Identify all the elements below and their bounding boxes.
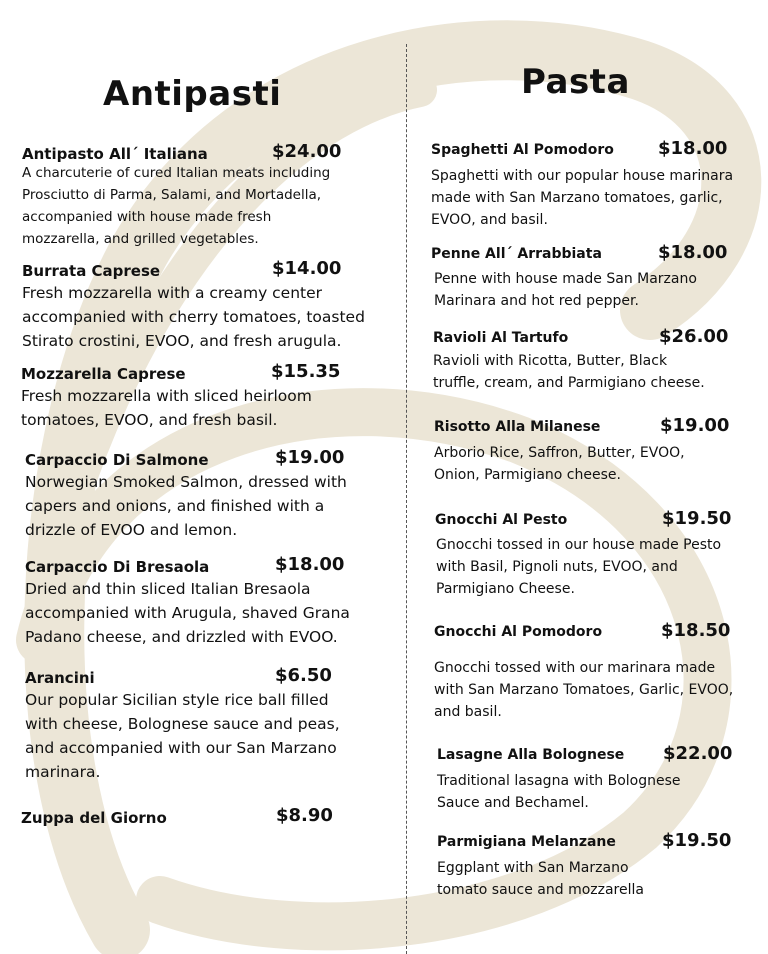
item-name: Mozzarella Caprese [21,365,186,383]
item-name: Lasagne Alla Bolognese [437,747,625,763]
pasta-title: Pasta [521,62,630,102]
item-price: $14.00 [272,258,342,279]
item-description: Ravioli with Ricotta, Butter, Black truffle, cream, and Parmigiano cheese. [433,353,705,391]
item-price: $22.00 [663,743,733,764]
item-name: Carpaccio Di Salmone [25,451,209,469]
item-description: Norwegian Smoked Salmon, dressed with capers and onions, and finished with a drizzle of EVOO and lemon. [25,473,347,539]
item-price: $19.00 [275,447,345,468]
item-name: Gnocchi Al Pomodoro [434,624,603,640]
item-description: Fresh mozzarella with a creamy center accompanied with cherry tomatoes, toasted Stirato crostini, EVOO, and fresh arugula. [22,284,365,350]
item-name: Arancini [25,669,95,687]
item-description: Gnocchi tossed with our marinara made with San Marzano Tomatoes, Garlic, EVOO, and basil. [434,660,734,720]
item-name: Burrata Caprese [22,262,161,280]
item-description: Spaghetti with our popular house marinara made with San Marzano tomatoes, garlic, EVOO, and basil. [431,168,734,228]
item-description: Eggplant with San Marzano tomato sauce and mozzarella [437,860,644,898]
item-description: Dried and thin sliced Italian Bresaola accompanied with Arugula, shaved Grana Padano cheese, and drizzled with EVOO. [25,580,350,646]
item-price: $15.35 [271,361,341,382]
antipasti-title: Antipasti [103,74,282,114]
item-name: Risotto Alla Milanese [434,419,601,435]
item-price: $18.00 [658,138,728,159]
item-price: $19.50 [662,508,732,529]
item-price: $18.50 [661,620,731,641]
item-description: Traditional lasagna with Bolognese Sauce and Bechamel. [437,773,681,811]
item-description: Fresh mozzarella with sliced heirloom tomatoes, EVOO, and fresh basil. [21,387,312,429]
item-description: Our popular Sicilian style rice ball filled with cheese, Bolognese sauce and peas, and accompanied with our San Marzano marinara. [25,691,340,781]
item-price: $6.50 [275,665,332,686]
item-name: Ravioli Al Tartufo [433,330,569,346]
item-name: Zuppa del Giorno [21,809,167,827]
item-description: Penne with house made San Marzano Marinara and hot red pepper. [434,271,697,309]
item-name: Carpaccio Di Bresaola [25,558,210,576]
item-price: $24.00 [272,141,342,162]
item-price: $26.00 [659,326,729,347]
item-price: $19.00 [660,415,730,436]
item-name: Gnocchi Al Pesto [435,512,568,528]
item-description: Arborio Rice, Saffron, Butter, EVOO, Onion, Parmigiano cheese. [434,445,685,483]
column-divider [406,44,407,954]
item-description: A charcuterie of cured Italian meats including Prosciutto di Parma, Salami, and Mortadella, accompanied with house made fresh mozzarella, and grilled vegetables. [22,165,331,247]
item-price: $19.50 [662,830,732,851]
item-name: Antipasto All´ Italiana [22,145,208,163]
item-price: $18.00 [658,242,728,263]
item-name: Penne All´ Arrabbiata [431,246,602,262]
item-description: Gnocchi tossed in our house made Pesto with Basil, Pignoli nuts, EVOO, and Parmigiano Cheese. [436,537,722,597]
item-price: $8.90 [276,805,333,826]
item-name: Spaghetti Al Pomodoro [431,142,614,158]
item-name: Parmigiana Melanzane [437,834,616,850]
item-price: $18.00 [275,554,345,575]
